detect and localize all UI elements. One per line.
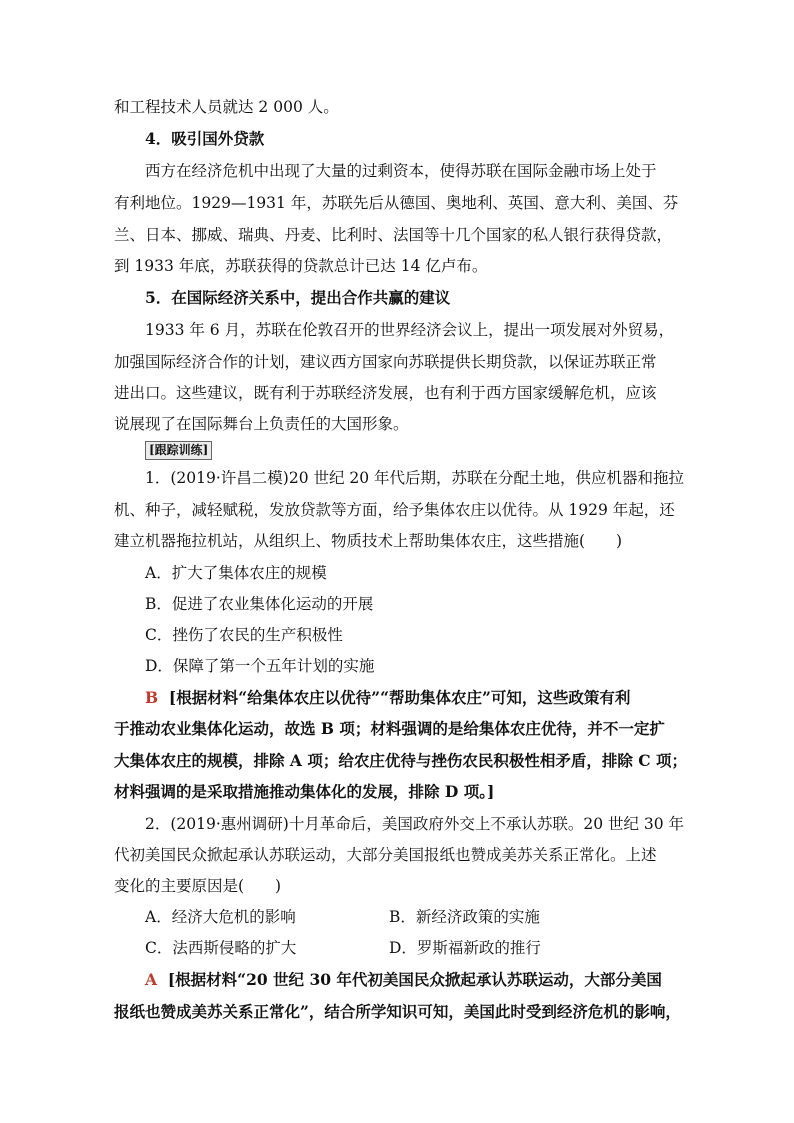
- q2-option-a: A．经济大危机的影响: [145, 908, 296, 926]
- q2-stem-line: 代初美国民众掀起承认苏联运动，大部分美国报纸也赞成美苏关系正常化。上述: [114, 846, 657, 864]
- q1-stem-line: 建立机器拖拉机站，从组织上、物质技术上帮助集体农庄，这些措施( ): [114, 532, 623, 550]
- q1-explanation-line: [145, 688, 685, 708]
- section-5-line: 加强国际经济合作的计划，建议西方国家向苏联提供长期贷款，以保证苏联正常: [114, 353, 657, 371]
- q1-explanation-line: 大集体农庄的规模，排除 A 项；给农庄优待与挫伤农民积极性相矛盾，排除 C 项；: [114, 751, 687, 770]
- q1-option-c: C．挫伤了农民的生产积极性: [145, 626, 343, 644]
- q2-explanation-line: [145, 970, 685, 990]
- q2-answer-letter: A: [145, 970, 158, 989]
- q2-option-c: C．法西斯侵略的扩大: [145, 939, 297, 957]
- section-4-line: 有利地位。1929—1931 年，苏联先后从德国、奥地利、英国、意大利、美国、芬: [114, 194, 679, 212]
- q1-option-b: B．促进了农业集体化运动的开展: [145, 595, 374, 613]
- q2-explanation-line: 报纸也赞成美苏关系正常化”，结合所学知识可知，美国此时受到经济危机的影响，: [114, 1002, 681, 1021]
- q2-option-d: D．罗斯福新政的推行: [389, 939, 541, 957]
- q1-option-a: A．扩大了集体农庄的规模: [145, 564, 327, 582]
- section-5-line: 说展现了在国际舞台上负责任的大国形象。: [114, 415, 409, 433]
- q2-option-b: B．新经济政策的实施: [389, 908, 540, 926]
- q2-stem-line: 变化的主要原因是( ): [114, 877, 282, 895]
- q2-explanation-text: [根据材料“20 世纪 30 年代初美国民众掀起承认苏联运动，大部分美国: [167, 970, 662, 989]
- q1-explanation-line: 材料强调的是采取措施推动集体化的发展，排除 D 项。]: [114, 782, 495, 801]
- q1-stem-line: 1．(2019·许昌二模)20 世纪 20 年代后期，苏联在分配土地，供应机器和拖拉: [145, 469, 685, 487]
- q1-explanation-text: [根据材料“给集体农庄以优待”“帮助集体农庄”可知，这些政策有利: [168, 688, 631, 707]
- training-tag: [跟踪训练]: [145, 441, 212, 460]
- paragraph-continued: 和工程技术人员就达 2 000 人。: [114, 98, 339, 116]
- section-5-heading: 5．在国际经济关系中，提出合作共赢的建议: [145, 288, 451, 307]
- section-5-line: 进出口。这些建议，既有利于苏联经济发展，也有利于西方国家缓解危机，应该: [114, 384, 657, 402]
- section-4-line: 西方在经济危机中出现了大量的过剩资本，使得苏联在国际金融市场上处于: [145, 162, 657, 180]
- q1-stem-line: 机、种子，减轻赋税，发放贷款等方面，给予集体农庄以优待。从 1929 年起，还: [114, 501, 675, 519]
- section-4-heading: 4．吸引国外贷款: [145, 129, 265, 148]
- section-4-line: 兰、日本、挪威、瑞典、丹麦、比利时、法国等十几个国家的私人银行获得贷款，: [114, 226, 673, 244]
- section-5-line: 1933 年 6 月，苏联在伦敦召开的世界经济会议上，提出一项发展对外贸易，: [145, 321, 675, 339]
- q2-stem-line: 2．(2019·惠州调研)十月革命后，美国政府外交上不承认苏联。20 世纪 30 年: [145, 815, 685, 833]
- q1-answer-letter: B: [145, 688, 159, 707]
- q1-option-d: D．保障了第一个五年计划的实施: [145, 657, 375, 675]
- q1-explanation-line: 于推动农业集体化运动，故选 B 项；材料强调的是给集体农庄优待，并不一定扩: [114, 719, 665, 738]
- section-4-line: 到 1933 年底，苏联获得的贷款总计已达 14 亿卢布。: [114, 257, 488, 275]
